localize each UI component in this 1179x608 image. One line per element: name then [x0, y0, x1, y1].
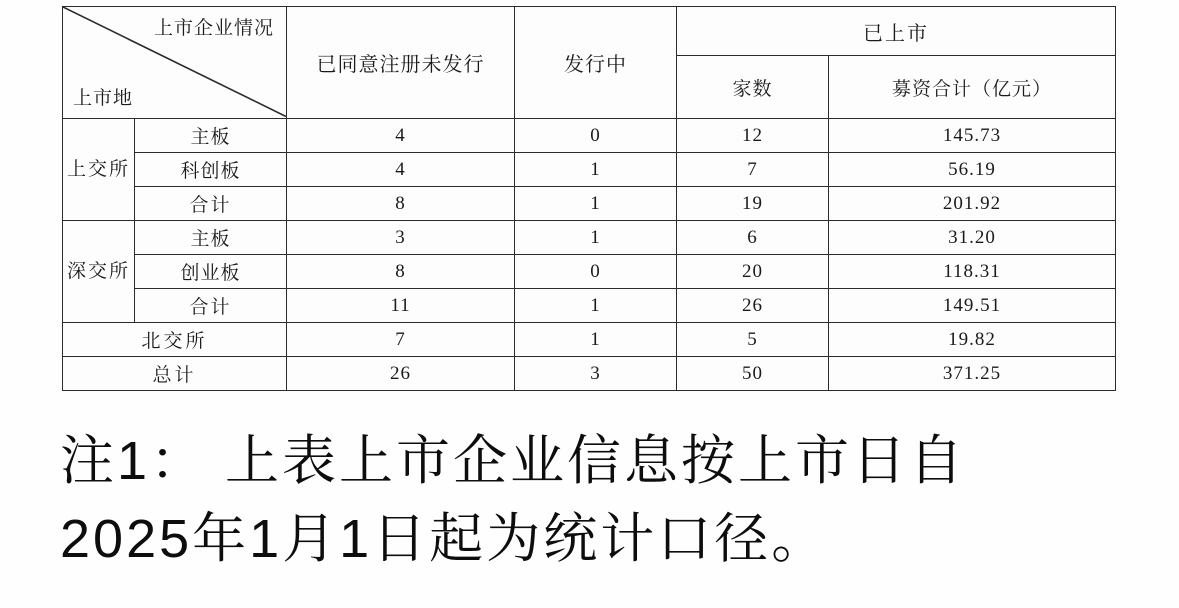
- cell-registered-not-issued: 7: [287, 323, 515, 357]
- statistics-table-wrapper: [62, 6, 1115, 391]
- cell-listed-amount: 118.31: [829, 255, 1116, 289]
- table-row: [63, 255, 1116, 289]
- header-issuing: 发行中: [515, 7, 677, 119]
- cell-listed-amount: 56.19: [829, 153, 1116, 187]
- table-header-row-1: [63, 7, 1116, 56]
- board-name: 主板: [135, 119, 287, 153]
- footnote: [60, 422, 1160, 578]
- board-subtotal-label: 合计: [135, 187, 287, 221]
- cell-registered-not-issued: 3: [287, 221, 515, 255]
- table-row: [63, 323, 1116, 357]
- cell-issuing: 1: [515, 289, 677, 323]
- exchange-label-bse: 北交所: [63, 323, 287, 357]
- cell-listed-amount: 145.73: [829, 119, 1116, 153]
- exchange-label-szse: 深交所: [63, 221, 135, 323]
- cell-listed-count: 5: [677, 323, 829, 357]
- cell-issuing: 0: [515, 255, 677, 289]
- cell-listed-count: 6: [677, 221, 829, 255]
- header-listed-amount: 募资合计（亿元）: [829, 56, 1116, 119]
- grand-total-label: 总计: [63, 357, 287, 391]
- cell-registered-not-issued: 8: [287, 255, 515, 289]
- cell-issuing: 3: [515, 357, 677, 391]
- cell-listed-count: 19: [677, 187, 829, 221]
- cell-issuing: 1: [515, 187, 677, 221]
- footnote-line-1: 注1： 上表上市企业信息按上市日自: [60, 431, 967, 491]
- cell-listed-count: 26: [677, 289, 829, 323]
- cell-issuing: 0: [515, 119, 677, 153]
- cell-listed-count: 7: [677, 153, 829, 187]
- board-name: 科创板: [135, 153, 287, 187]
- table-row: [63, 289, 1116, 323]
- cell-listed-amount: 371.25: [829, 357, 1116, 391]
- cell-registered-not-issued: 26: [287, 357, 515, 391]
- board-name: 创业板: [135, 255, 287, 289]
- cell-issuing: 1: [515, 153, 677, 187]
- header-corner-cell: [63, 7, 287, 119]
- cell-listed-count: 20: [677, 255, 829, 289]
- header-registered-not-issued: 已同意注册未发行: [287, 7, 515, 119]
- header-listed-group: 已上市: [677, 7, 1116, 56]
- cell-listed-count: 12: [677, 119, 829, 153]
- table-row: [63, 119, 1116, 153]
- cell-issuing: 1: [515, 323, 677, 357]
- header-corner-bottom-label: 上市地: [73, 88, 134, 109]
- table-row: [63, 153, 1116, 187]
- cell-listed-count: 50: [677, 357, 829, 391]
- table-row: [63, 221, 1116, 255]
- cell-listed-amount: 201.92: [829, 187, 1116, 221]
- footnote-line-2: 2025年1月1日起为统计口径。: [60, 509, 829, 569]
- table-row: [63, 187, 1116, 221]
- cell-registered-not-issued: 11: [287, 289, 515, 323]
- cell-registered-not-issued: 4: [287, 153, 515, 187]
- board-subtotal-label: 合计: [135, 289, 287, 323]
- table-total-row: [63, 357, 1116, 391]
- cell-listed-amount: 149.51: [829, 289, 1116, 323]
- cell-listed-amount: 31.20: [829, 221, 1116, 255]
- exchange-label-sse: 上交所: [63, 119, 135, 221]
- board-name: 主板: [135, 221, 287, 255]
- cell-listed-amount: 19.82: [829, 323, 1116, 357]
- cell-registered-not-issued: 8: [287, 187, 515, 221]
- cell-issuing: 1: [515, 221, 677, 255]
- header-listed-count: 家数: [677, 56, 829, 119]
- statistics-table: [62, 6, 1116, 391]
- header-corner-top-label: 上市企业情况: [153, 18, 274, 39]
- cell-registered-not-issued: 4: [287, 119, 515, 153]
